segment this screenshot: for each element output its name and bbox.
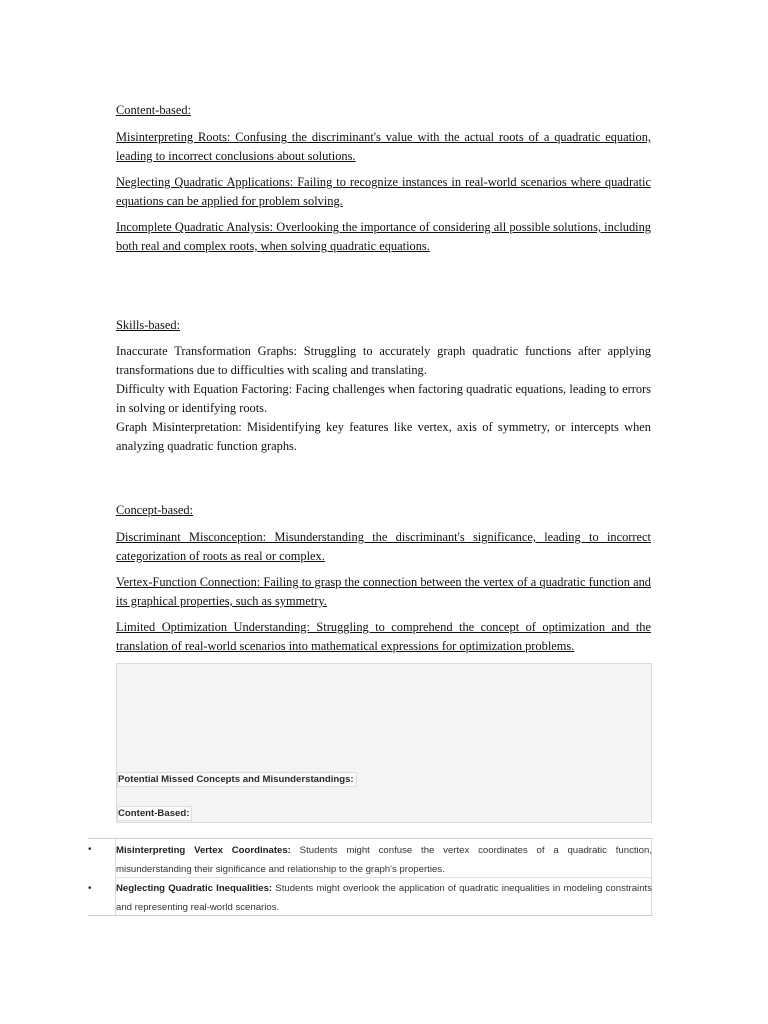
bullet-list xyxy=(88,838,653,916)
concept-item-vertex-function: Vertex-Function Connection: Failing to grasp the connection between the vertex of a quadratic function and its graphical properties, such as symmetry. xyxy=(116,575,651,608)
content-based-heading: Content-based: xyxy=(116,103,192,117)
bullet-term: Neglecting Quadratic Inequalities: xyxy=(116,883,273,894)
bullet-glyph: • xyxy=(88,883,92,894)
bullet-description: Students might confuse the vertex coordinates of a quadratic function, misunderstanding their significance and relationship to the graph's properties. xyxy=(116,845,652,875)
list-item xyxy=(116,841,652,879)
embedded-content-box xyxy=(116,663,652,823)
content-item-incomplete-analysis: Incomplete Quadratic Analysis: Overlooking the importance of considering all possible solutions, including both real and complex roots, when solving quadratic equations. xyxy=(116,220,651,253)
list-item xyxy=(116,879,652,917)
content-item-neglecting-applications: Neglecting Quadratic Applications: Failing to recognize instances in real-world scenarios where quadratic equations can be applied for problem solving. xyxy=(116,175,651,208)
concept-based-heading: Concept-based: xyxy=(116,503,194,517)
skills-based-heading: Skills-based: xyxy=(116,318,181,332)
concept-item-optimization: Limited Optimization Understanding: Struggling to comprehend the concept of optimization and the translation of real-world scenarios into mathematical expressions for optimization problems. xyxy=(116,620,651,653)
content-item-misinterpreting-roots: Misinterpreting Roots: Confusing the discriminant's value with the actual roots of a quadratic equation, leading to incorrect conclusions about solutions. xyxy=(116,130,651,163)
concept-item-discriminant: Discriminant Misconception: Misunderstanding the discriminant's significance, leading to incorrect categorization of roots as real or complex. xyxy=(116,530,651,563)
bullet-divider xyxy=(116,877,652,878)
box-title: Potential Missed Concepts and Misunderstandings: xyxy=(117,772,357,787)
skills-item-graph-misinterpretation: Graph Misinterpretation: Misidentifying key features like vertex, axis of symmetry, or intercepts when analyzing quadratic function graphs. xyxy=(116,420,651,453)
bullet-term: Misinterpreting Vertex Coordinates: xyxy=(116,845,291,856)
bullet-glyph: • xyxy=(88,844,92,855)
skills-item-equation-factoring: Difficulty with Equation Factoring: Facing challenges when factoring quadratic equations, leading to errors in solving or identifying roots. xyxy=(116,382,651,415)
bullet-description: Students might overlook the application of quadratic inequalities in modeling constraints and representing real-world scenarios. xyxy=(116,883,652,913)
box-subtitle: Content-Based: xyxy=(117,806,192,821)
skills-item-transformation-graphs: Inaccurate Transformation Graphs: Struggling to accurately graph quadratic functions after applying transformations due to difficulties with scaling and translating. xyxy=(116,344,651,377)
